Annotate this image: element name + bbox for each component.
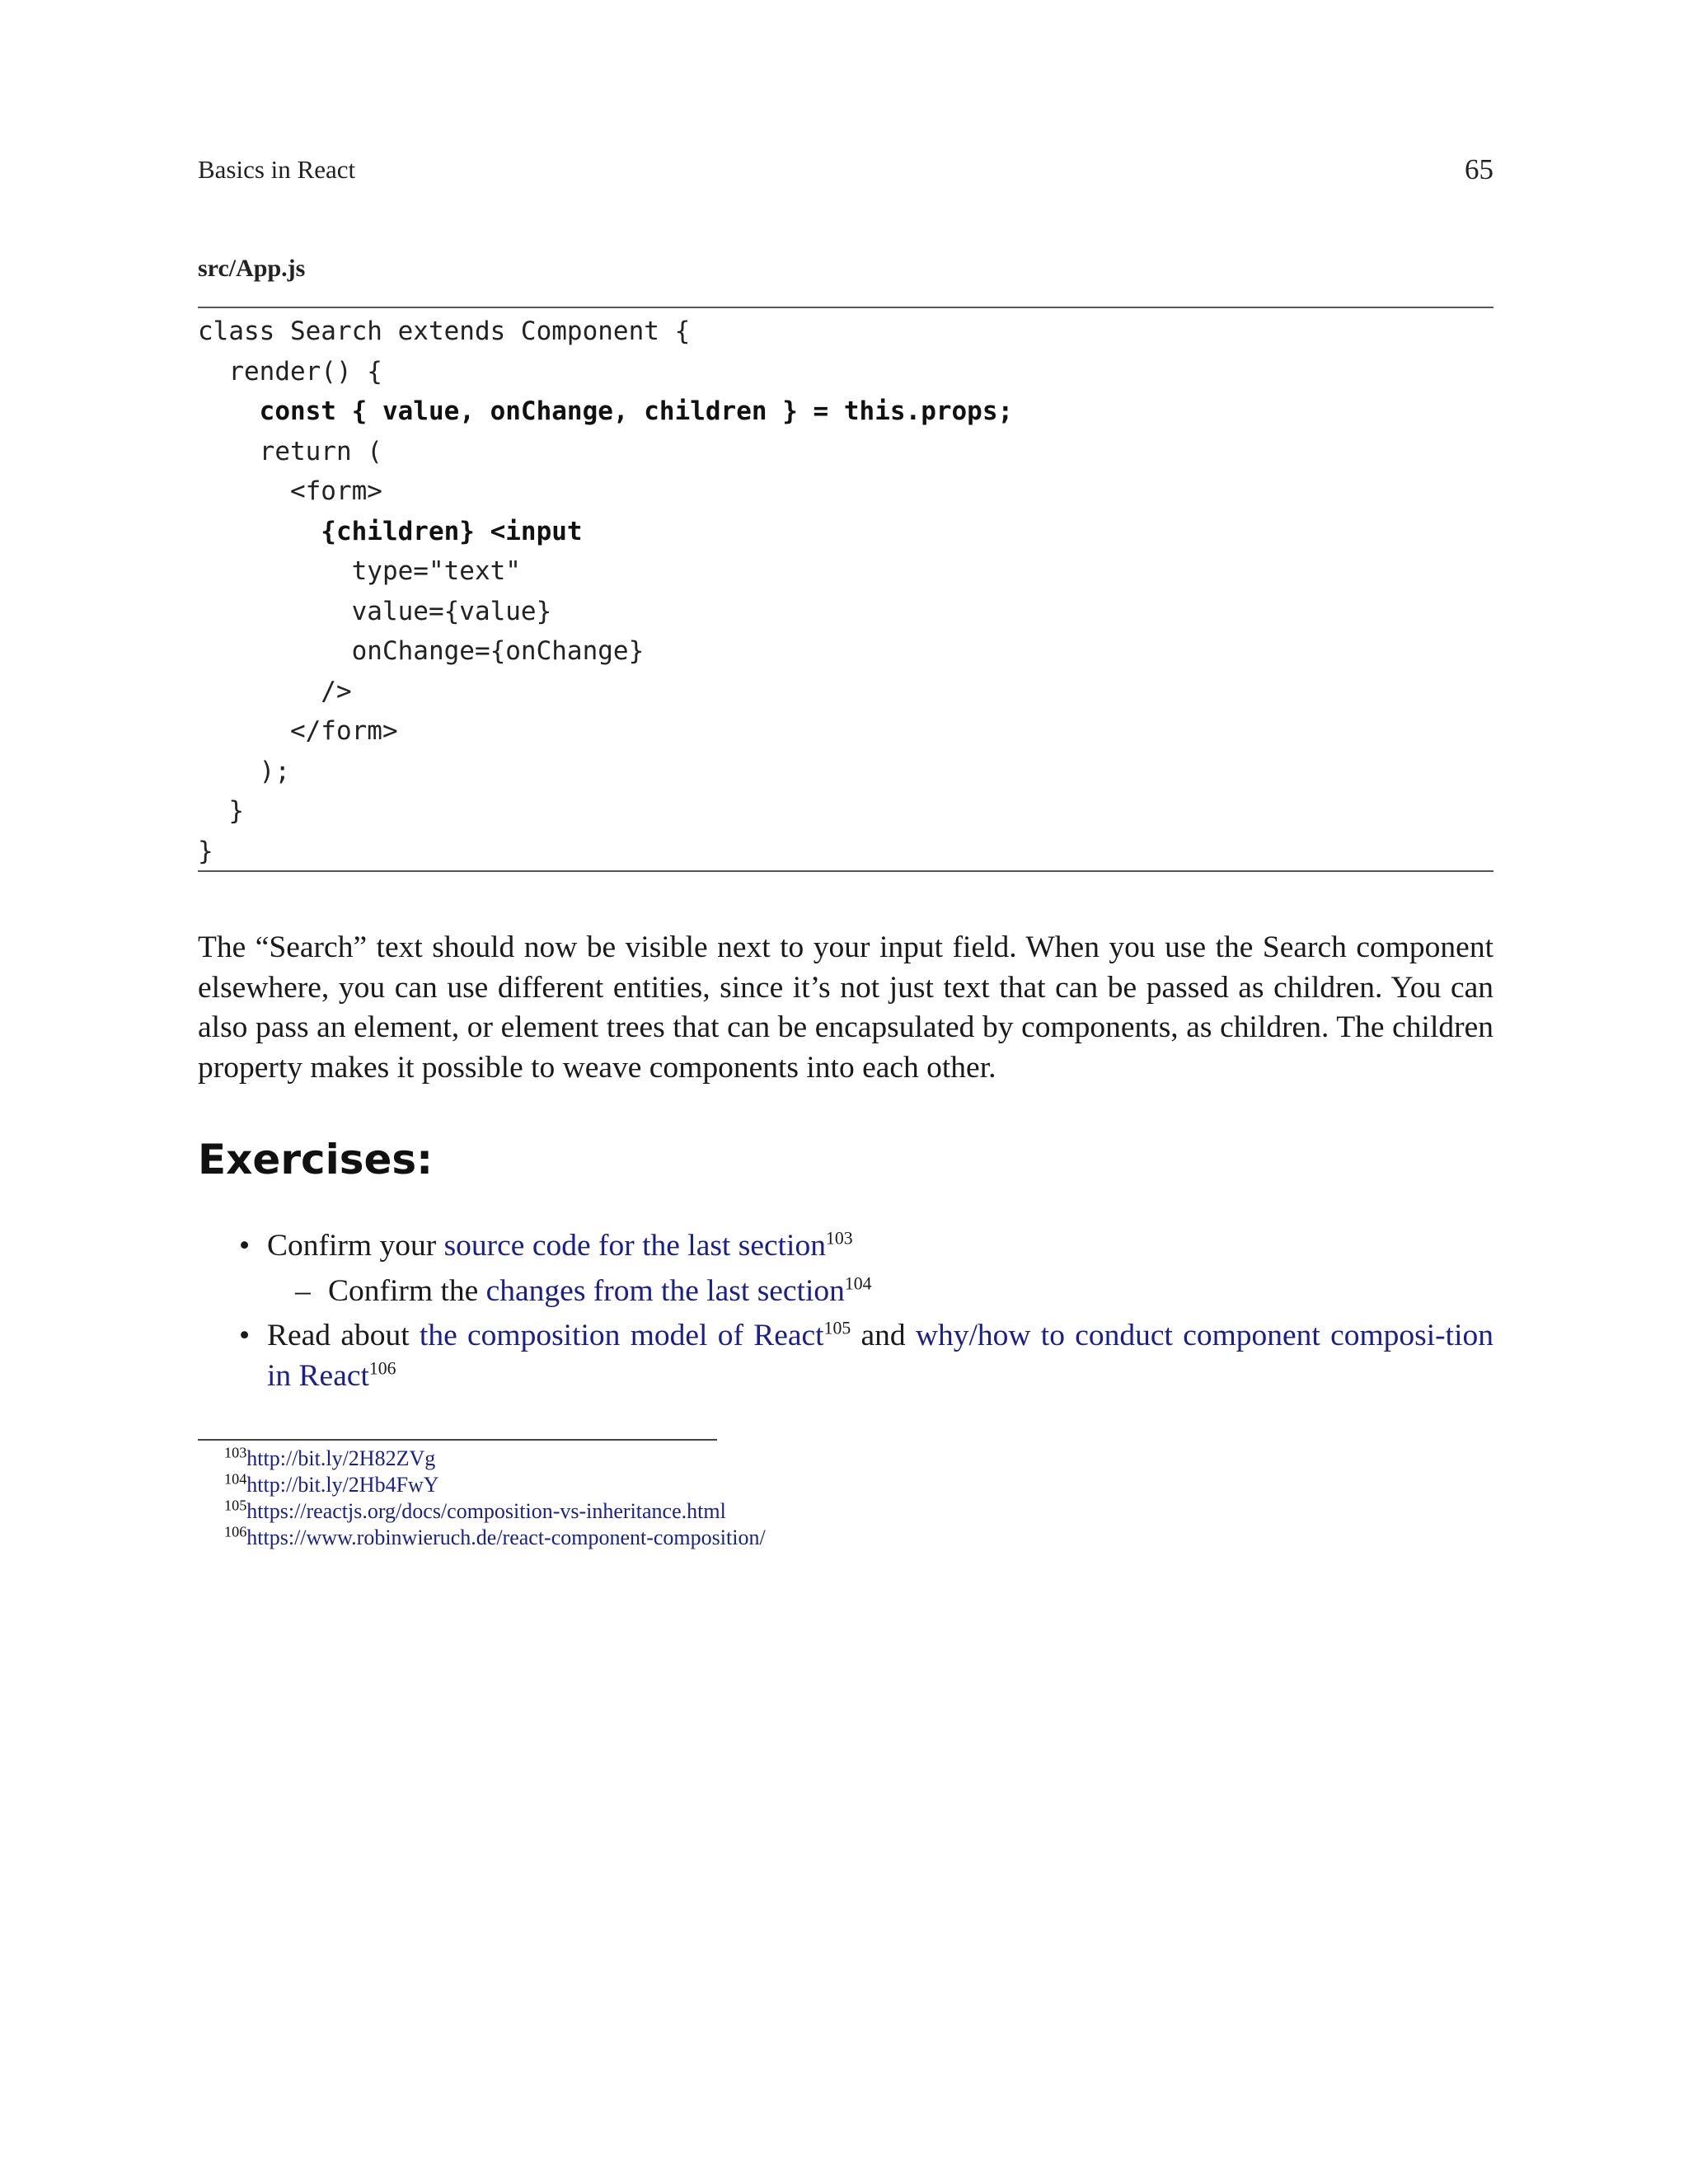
code-line: } [198, 796, 244, 826]
footnote [224, 1472, 766, 1498]
footnote-number: 104 [224, 1470, 247, 1488]
footnote-link[interactable]: https://www.robinwieruch.de/react-component-composition/ [246, 1526, 766, 1549]
code-line-highlighted: {children} <input [198, 516, 583, 546]
composition-model-link[interactable]: the composition model of React [419, 1319, 824, 1352]
bullet-marker: • [239, 1229, 251, 1263]
footnote-ref: 105 [823, 1318, 851, 1338]
running-header [198, 155, 1493, 191]
footnote-link[interactable]: http://bit.ly/2Hb4FwY [246, 1473, 439, 1497]
exercise-text: Confirm your [267, 1229, 444, 1263]
footnotes [224, 1446, 766, 1551]
page-number: 65 [1465, 153, 1493, 185]
code-line: value={value} [198, 596, 552, 626]
code-line: return ( [198, 436, 382, 466]
code-line-highlighted: const { value, onChange, children } = this.props; [198, 396, 1014, 426]
code-caption: src/App.js [198, 255, 306, 282]
footnote-number: 103 [224, 1444, 247, 1461]
code-block [198, 307, 1493, 872]
changes-link[interactable]: changes from the last section [485, 1273, 845, 1308]
code-line: </form> [198, 716, 398, 746]
footnote [224, 1498, 766, 1525]
code-line: } [198, 836, 213, 866]
body-paragraph: The “Search” text should now be visible next to your input field. When you use the Search component elsewhere, you can use different entities, since it’s not just text that can be passed as children. You can also pass an element, or element trees that can be encapsulated by components, as children. The children property makes it possible to weave components into each other. [198, 930, 1493, 1085]
code-line: onChange={onChange} [198, 636, 645, 666]
footnote-link[interactable]: http://bit.ly/2H82ZVg [246, 1446, 436, 1470]
exercise-text: and [851, 1319, 916, 1352]
footnote-ref: 106 [368, 1358, 396, 1378]
exercise-text: Read about [267, 1319, 420, 1352]
exercise-text: Confirm the [328, 1273, 486, 1308]
code-line: <form> [198, 476, 382, 506]
bullet-marker: • [239, 1319, 251, 1352]
exercise-list [198, 1226, 1493, 1396]
footnote [224, 1446, 766, 1472]
component-composition-link[interactable]: why/how to conduct component composi-tion in React [267, 1319, 1494, 1393]
exercise-item [198, 1226, 1493, 1267]
exercise-subitem [198, 1272, 1493, 1312]
dash-marker: – [295, 1273, 311, 1308]
footnote-number: 105 [224, 1497, 247, 1514]
code-line: ); [198, 756, 290, 786]
exercise-item [198, 1316, 1493, 1396]
footnote-link[interactable]: https://reactjs.org/docs/composition-vs-inheritance.html [246, 1499, 726, 1523]
footnote [224, 1525, 766, 1551]
code-lines [198, 312, 1013, 871]
code-line: class Search extends Component { [198, 316, 691, 346]
code-line: render() { [198, 356, 382, 387]
footnote-ref: 103 [825, 1228, 853, 1249]
code-line: /> [198, 676, 352, 706]
footnote-divider [198, 1439, 717, 1441]
running-title: Basics in React [198, 155, 356, 184]
code-line: type="text" [198, 556, 521, 586]
exercises-heading: Exercises: [198, 1136, 434, 1183]
footnote-ref: 104 [844, 1273, 872, 1293]
footnote-number: 106 [224, 1523, 247, 1540]
source-code-link[interactable]: source code for the last section [443, 1229, 826, 1263]
